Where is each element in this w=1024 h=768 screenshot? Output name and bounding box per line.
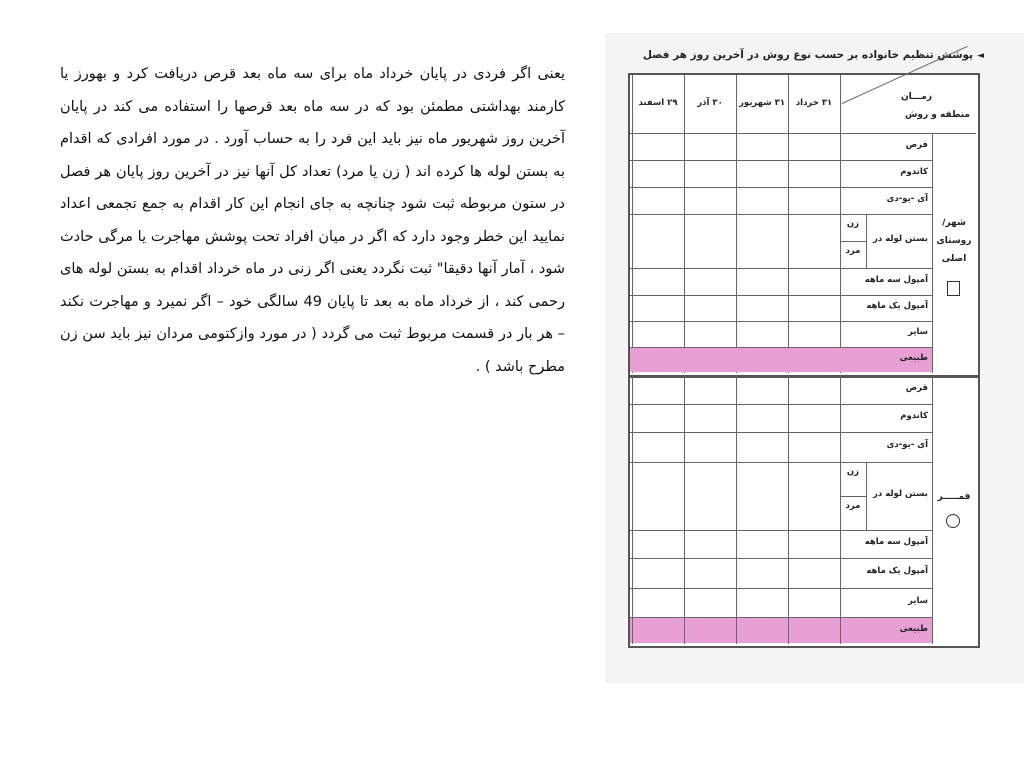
column-divider (632, 75, 633, 373)
satellite-tubal-male: مرد (845, 501, 861, 511)
row-line (630, 295, 932, 296)
urban-method-7: طبیعی (899, 353, 928, 363)
tubal-sub-line (840, 496, 866, 497)
explanation-paragraph: یعنی اگر فردی در پایان خرداد ماه برای سه ماه بعد قرص دریافت کرد و بهورز یا کارمند بهداشتی مطمئن بود که در سه ماه بعد قرصها را استفاده می کند در پایان آخرین روز شهریور ماه نیز باید این فرد را به حساب آورد . در مورد افرادی که اقدام به بستن لوله ها کرده اند ( زن یا مرد) تعداد کل آنها نیز در آخرین روز پایان هر فصل در ستون مربوطه ثبت شود چنانچه به جای انجام این کار اقدام به جمع تجمعی اعداد نمایید این خطر وجود دارد که اگر در میان افراد تحت پوشش مهاجرت یا مرگی حادث شود ، آمار آنها دقیقا" ثبت نگردد یعنی اگر زنی در ماه خرداد اقدام به بستن لوله های رحمی کند ، از خرداد ماه به بعد تا پایان 49 سالگی خود – اگر نمیرد و مهاجرت نکند – هر بار در قسمت مربوط ثبت می گردد ( در مورد وازکتومی مردان نیز باید سن زن مطرح باشد ) . (60, 66, 566, 375)
satellite-method-3: آی -یو-دی (886, 440, 928, 450)
satellite-tubal-female: زن (846, 467, 860, 477)
urban-section-label-line-1: شهر/ (942, 218, 966, 228)
satellite-method-4: آمپول سه ماهه (864, 537, 928, 547)
row-line (630, 588, 932, 589)
column-header-3: ۳۰ آذر (697, 98, 723, 108)
satellite-method-7: طبیعی (899, 623, 928, 634)
urban-method-5: آمپول یک ماهه (866, 301, 928, 311)
column-divider (684, 75, 685, 373)
time-label: زمـــان (900, 92, 932, 102)
urban-section-label-line-2: روستای (936, 236, 972, 246)
section-column-divider (932, 133, 933, 373)
row-line (630, 432, 932, 433)
row-line (630, 321, 932, 322)
satellite-method-5: آمپول یک ماهه (866, 566, 928, 576)
row-line (630, 160, 932, 161)
column-divider (736, 376, 737, 644)
square-checkbox-icon (947, 281, 960, 296)
column-header-2: ۳۱ شهریور (738, 98, 786, 108)
row-line (630, 462, 932, 463)
satellite-method-1: قرص (905, 383, 928, 393)
urban-method-4: آمپول سه ماهه (864, 274, 928, 285)
column-header-4: ۲۹ اسفند (638, 98, 678, 108)
form-title: ◄پوشش تنظیم خانواده بر حسب نوع روش در آخرین روز هر فصل (642, 49, 984, 61)
column-divider (788, 376, 789, 644)
column-header-1: ۳۱ خرداد (795, 98, 833, 108)
row-line (630, 268, 932, 269)
row-line (630, 530, 932, 531)
satellite-method-6: سایر (907, 595, 928, 606)
satellite-section-label: قمـــــر (937, 492, 971, 502)
column-divider (684, 376, 685, 644)
urban-method-3: آی -یو-دی (886, 193, 928, 204)
column-divider (736, 75, 737, 373)
row-line (630, 187, 932, 188)
circle-marker-icon (946, 514, 960, 528)
triangle-bullet-icon: ◄ (977, 51, 984, 61)
row-line (630, 404, 932, 405)
urban-tubal-label: بستن لوله در (872, 234, 928, 244)
column-divider (632, 376, 633, 644)
urban-tubal-male: مرد (845, 246, 861, 256)
urban-method-6: سایر (907, 327, 928, 337)
row-line (630, 617, 932, 618)
row-line (630, 214, 932, 215)
tubal-sub-line (840, 241, 866, 242)
satellite-method-2: کاندوم (900, 411, 928, 421)
urban-tubal-female: زن (846, 219, 860, 229)
urban-method-2: کاندوم (900, 166, 928, 177)
urban-method-1: قرص (905, 139, 928, 150)
row-line (630, 558, 932, 559)
header-bottom-line (630, 133, 976, 134)
region-method-label: منطقه و روش (904, 110, 970, 120)
satellite-tubal-label: بستن لوله در (872, 489, 928, 499)
urban-section-label-line-3: اصلی (941, 254, 967, 264)
column-divider (788, 75, 789, 373)
row-line (630, 347, 932, 348)
section-column-divider (932, 376, 933, 644)
